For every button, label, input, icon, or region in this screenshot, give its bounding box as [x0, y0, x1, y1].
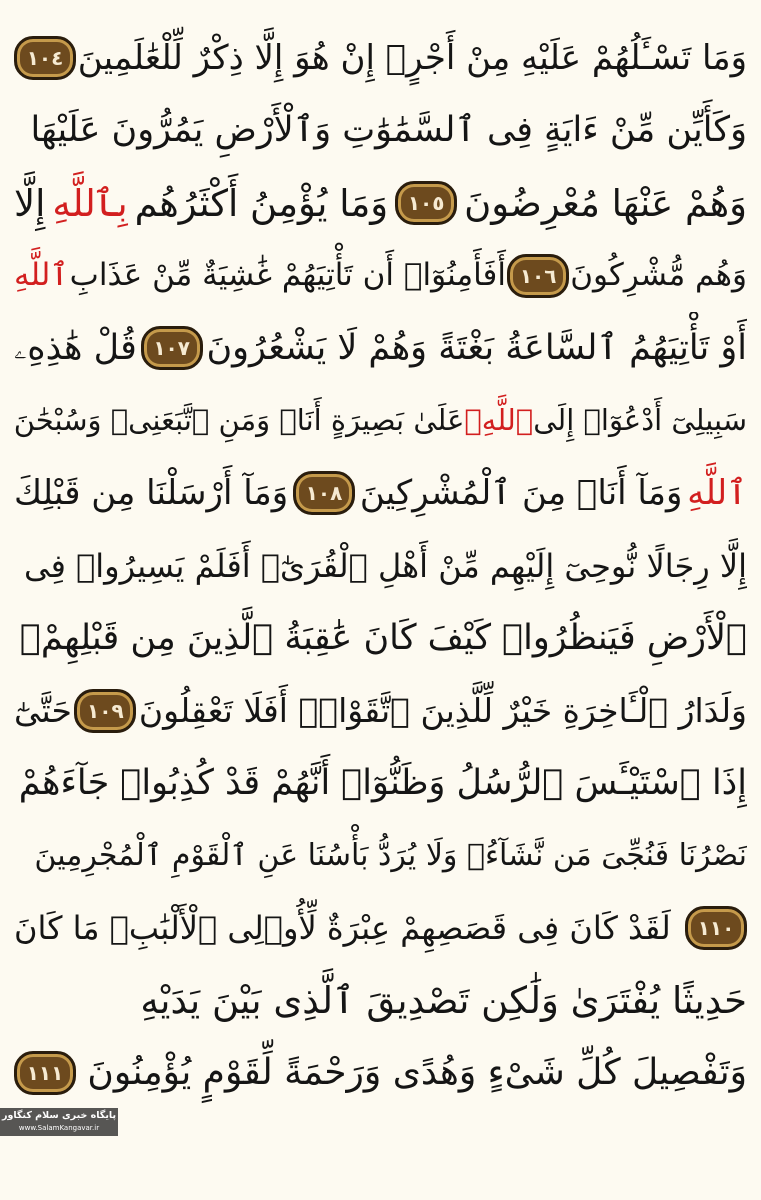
verse-text: عَلَىٰ بَصِيرَةٍ أَنَا۠ وَمَنِ ٱتَّبَعَنِىۖ وَسُبْحَٰنَ — [14, 403, 465, 438]
verse-text: ٱلْأَرْضِ فَيَنظُرُوا۟ كَيْفَ كَانَ عَٰقِبَةُ ٱلَّذِينَ مِن قَبْلِهِمْۗ — [19, 617, 747, 658]
ayah-number-marker — [507, 254, 569, 298]
ayah-number: ١٠٦ — [519, 263, 557, 288]
verse-line — [14, 747, 747, 820]
verse-text: إِذَا ٱسْتَيْـَٔسَ ٱلرُّسُلُ وَظَنُّوٓا۟ أَنَّهُمْ قَدْ كُذِبُوا۟ جَآءَهُمْ — [18, 762, 747, 803]
verse-text: أَوْ تَأْتِيَهُمُ ٱلسَّاعَةُ بَغْتَةً وَهُمْ لَا يَشْعُرُونَ — [206, 327, 747, 368]
verse-text: وَمَا تَسْـَٔلُهُمْ عَلَيْهِ مِنْ أَجْرٍۚ إِنْ هُوَ إِلَّا ذِكْرٌ لِّلْعَٰلَمِينَ — [77, 38, 747, 79]
ayah-number-marker — [14, 1051, 76, 1095]
verse-line — [14, 385, 747, 458]
ayah-number-marker — [395, 181, 457, 225]
verse-text: وَكَأَيِّن مِّنْ ءَايَةٍ فِى ٱلسَّمَٰوَٰتِ وَٱلْأَرْضِ يَمُرُّونَ عَلَيْهَا — [30, 110, 747, 151]
ayah-number-marker — [141, 326, 203, 370]
verse-line — [14, 602, 747, 675]
ayah-number: ١٠٨ — [305, 481, 343, 506]
watermark-url: www.SalamKangavar.ir — [18, 1124, 100, 1132]
ayah-number: ١٠٧ — [153, 336, 190, 361]
ayah-number: ١٠٤ — [26, 46, 64, 71]
verse-text: نَصْرُنَا فَنُجِّىَ مَن نَّشَآءُۖ وَلَا يُرَدُّ بَأْسُنَا عَنِ ٱلْقَوْمِ ٱلْمُجْرِمِينَ — [34, 837, 747, 873]
verse-line — [14, 820, 747, 893]
verse-text: وَتَفْصِيلَ كُلِّ شَىْءٍ وَهُدًى وَرَحْمَةً لِّقَوْمٍ يُؤْمِنُونَ — [87, 1052, 747, 1094]
watermark — [0, 1108, 118, 1136]
ayah-number-marker — [14, 36, 76, 80]
ayah-number: ١٠٩ — [87, 698, 124, 723]
ayah-number: ١١١ — [26, 1061, 64, 1086]
verse-text: حَدِيثًا يُفْتَرَىٰ وَلَٰكِن تَصْدِيقَ ٱلَّذِى بَيْنَ يَدَيْهِ — [140, 979, 747, 1023]
verse-text: وَلَدَارُ ٱلْـَٔاخِرَةِ خَيْرٌ لِّلَّذِينَ ٱتَّقَوْا۟ۚ أَفَلَا تَعْقِلُونَ — [138, 691, 747, 731]
verse-text: إِلَّا — [14, 181, 46, 225]
divine-name: بِٱللَّهِ — [52, 181, 128, 225]
verse-line — [14, 892, 747, 965]
verse-line — [14, 312, 747, 385]
ayah-number-marker — [74, 689, 136, 733]
divine-name: ٱللَّهِۚ — [464, 403, 534, 438]
verse-line — [14, 95, 747, 168]
verse-text: إِلَّا رِجَالًا نُّوحِىٓ إِلَيْهِم مِّنْ أَهْلِ ٱلْقُرَىٰٓۗ أَفَلَمْ يَسِيرُوا۟ فِى — [23, 546, 747, 585]
verse-line — [14, 457, 747, 530]
verse-line — [14, 1037, 747, 1110]
ayah-number-marker — [293, 471, 355, 515]
verse-line — [14, 675, 747, 748]
divine-name: ٱللَّهِ — [14, 257, 69, 294]
verse-text: سَبِيلِىٓ أَدْعُوٓا۟ إِلَى — [533, 403, 747, 438]
verse-line — [14, 167, 747, 240]
verse-text: حَتَّىٰٓ — [14, 691, 72, 731]
verse-text: أَفَأَمِنُوٓا۟ أَن تَأْتِيَهُمْ غَٰشِيَةٌ مِّنْ عَذَابِ — [69, 257, 506, 294]
verse-line — [14, 240, 747, 313]
verse-text: وَمَا يُؤْمِنُ أَكْثَرُهُم — [134, 181, 389, 225]
verse-lines — [14, 22, 747, 1110]
verse-text: وَهُم مُّشْرِكُونَ — [570, 257, 747, 294]
ayah-number: ١١٠ — [697, 916, 735, 941]
verse-text: وَمَآ أَرْسَلْنَا مِن قَبْلِكَ — [14, 473, 289, 514]
verse-line — [14, 22, 747, 95]
verse-line — [14, 530, 747, 603]
verse-text: وَمَآ أَنَا۠ مِنَ ٱلْمُشْرِكِينَ — [359, 473, 683, 514]
verse-text: قُلْ هَٰذِهِۦ — [14, 327, 137, 368]
verse-text: لَقَدْ كَانَ فِى قَصَصِهِمْ عِبْرَةٌ لِّأُو۟لِى ٱلْأَلْبَٰبِۗ مَا كَانَ — [14, 909, 671, 948]
watermark-title: پایگاه خبری سلام کنگاور — [1, 1110, 117, 1121]
ayah-number: ١٠٥ — [407, 191, 445, 216]
verse-line — [14, 965, 747, 1038]
ayah-number-marker — [685, 906, 747, 950]
divine-name: ٱللَّهِ — [687, 473, 747, 514]
verse-text: وَهُمْ عَنْهَا مُعْرِضُونَ — [464, 181, 747, 225]
